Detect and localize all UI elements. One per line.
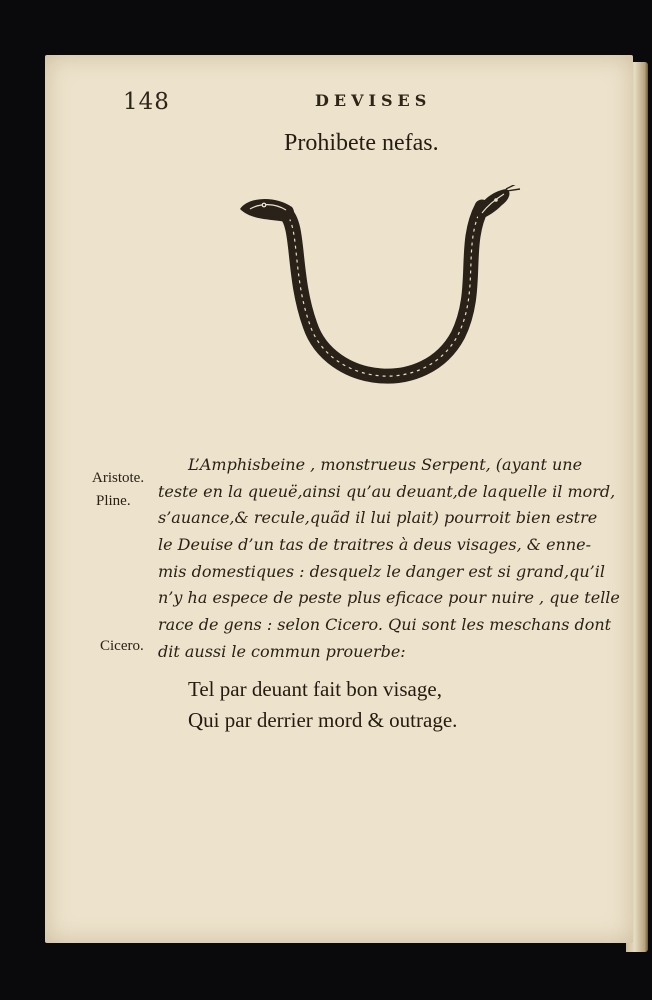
body-line: s’auance,& recule,quãd il lui plait) pourroit bien estre xyxy=(158,508,598,528)
body-line: dit aussi le commun prouerbe: xyxy=(158,641,406,661)
body-line: L’Amphisbeine , monstrueus Serpent, (ayant une xyxy=(188,455,583,474)
body-line: race de gens : selon Cicero. Qui sont les meschans dont xyxy=(158,615,612,635)
body-line: le Deuise d’un tas de traitres à deus visages, & enne- xyxy=(158,535,592,555)
left-serpent-head xyxy=(240,199,294,221)
device-motto: Prohibete nefas. xyxy=(284,130,439,156)
verse-line: Qui par derrier mord & outrage. xyxy=(188,708,458,732)
body-paragraph xyxy=(158,452,618,666)
body-line: teste en la queuë,ainsi qu’au deuant,de laquelle il mord, xyxy=(158,481,616,501)
body-line: n’y ha espece de peste plus eficace pour nuire , que telle xyxy=(158,588,620,608)
serpent-woodcut-illustration xyxy=(230,185,525,395)
margin-note-aristote: Aristote. xyxy=(92,470,145,486)
body-line: mis domestiques : desquelz le danger est si grand,qu’il xyxy=(158,561,605,581)
page-number: 148 xyxy=(123,89,170,115)
running-head: DEVISES xyxy=(315,91,432,110)
proverb-verse xyxy=(188,674,457,736)
margin-note-pline: Pline. xyxy=(96,493,131,509)
margin-note-cicero: Cicero. xyxy=(100,638,144,654)
verse-line: Tel par deuant fait bon visage, xyxy=(188,677,442,701)
